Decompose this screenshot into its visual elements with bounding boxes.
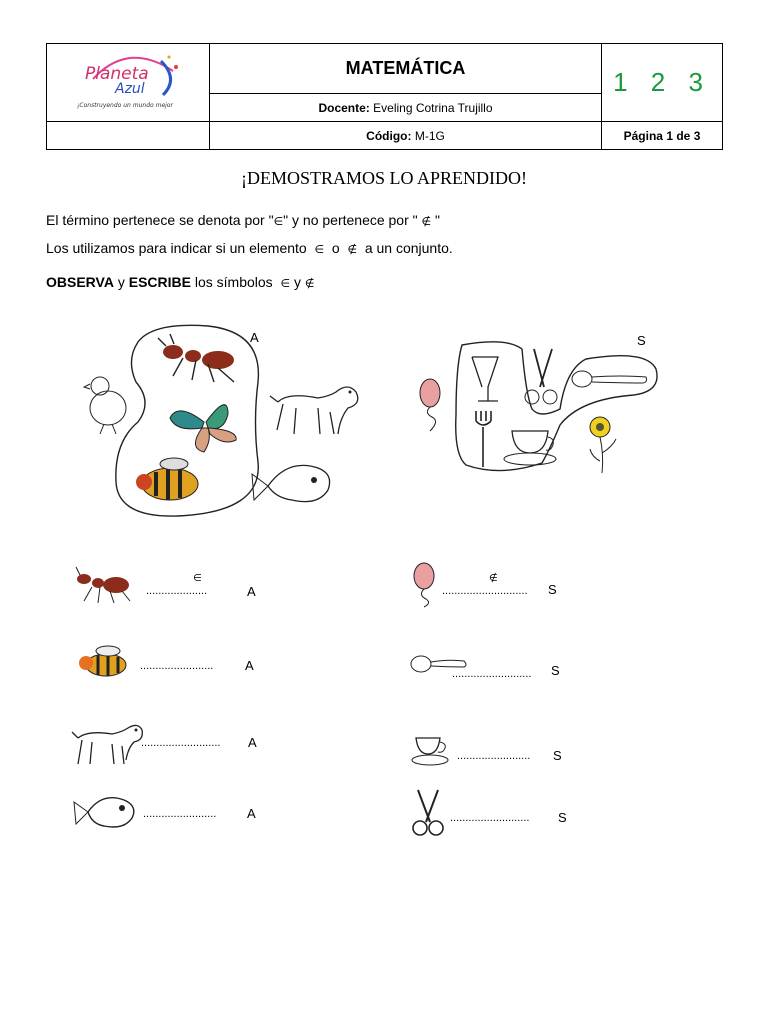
blank-balloon[interactable]: ............................ — [442, 585, 528, 597]
set-label-balloon: S — [548, 582, 557, 597]
teacher-name: Eveling Cotrina Trujillo — [373, 100, 493, 115]
answer-ant: ∈ — [193, 573, 202, 584]
logo-tagline: ¡Construyendo un mundo mejor — [77, 102, 173, 109]
logo-cell — [47, 44, 210, 122]
y-word-2: y — [293, 274, 301, 290]
intro-text-a: El término pertenece se denota por " — [46, 212, 274, 228]
teacher-label: Docente: — [318, 100, 370, 115]
in-symbol: ∈ — [314, 243, 325, 256]
page-total: 3 — [693, 128, 701, 143]
intro-line-2 — [46, 240, 453, 256]
blank-ant[interactable]: .................... — [146, 585, 208, 597]
logo-text-1: Planeta — [85, 64, 149, 84]
code-label: Código: — [366, 128, 412, 143]
flower-icon — [590, 417, 616, 473]
notin-symbol: ∉ — [304, 277, 315, 290]
blank-bee[interactable]: ........................ — [140, 660, 214, 672]
set-s-label: S — [637, 333, 646, 348]
set-label-fish: A — [247, 806, 256, 821]
set-a-label: A — [250, 330, 259, 345]
scissors-icon — [410, 788, 446, 838]
blank-spoon[interactable]: .......................... — [452, 668, 532, 680]
ant-icon — [158, 334, 234, 382]
cup-icon — [410, 734, 450, 768]
intro-line-1 — [46, 212, 440, 228]
set-label-bee: A — [245, 658, 254, 673]
page-cell — [602, 122, 723, 150]
page-label: Página — [623, 128, 663, 143]
in-symbol: ∈ — [273, 215, 284, 228]
y-word: y — [117, 274, 125, 290]
set-a-diagram — [78, 322, 368, 522]
logo-text-2: Azul — [115, 81, 145, 97]
escribe-word: ESCRIBE — [128, 274, 191, 290]
fish-icon — [252, 465, 330, 501]
set-label-dog: A — [248, 735, 257, 750]
subject-title: MATEMÁTICA — [210, 44, 602, 94]
chick-icon — [84, 377, 126, 434]
balloon-icon — [420, 379, 440, 431]
in-symbol: ∈ — [280, 277, 291, 290]
page-of: de — [676, 128, 691, 143]
code-cell — [210, 122, 602, 150]
teacher-cell — [210, 94, 602, 122]
blank-cup[interactable]: ........................ — [457, 750, 531, 762]
set-label-cup: S — [553, 748, 562, 763]
page-current: 1 — [666, 128, 673, 143]
dog-icon — [72, 720, 144, 768]
intro-text-b: " y no pertenece por " — [283, 212, 418, 228]
instruction-line — [46, 274, 314, 290]
set-label-spoon: S — [551, 663, 560, 678]
glass-icon — [472, 357, 498, 401]
grade-number: 1 2 3 — [602, 44, 723, 122]
spoon-icon — [572, 371, 647, 387]
blank-cell — [47, 122, 210, 150]
bee-icon — [136, 458, 198, 500]
cup-icon — [504, 431, 556, 465]
notin-symbol: ∉ — [421, 215, 432, 228]
intro-text-e: a un conjunto. — [364, 240, 453, 256]
intro-text-c: " — [435, 212, 440, 228]
set-s-diagram — [410, 335, 670, 485]
notin-symbol: ∉ — [347, 243, 358, 256]
blank-fish[interactable]: ........................ — [143, 808, 217, 820]
butterfly-icon — [170, 405, 236, 452]
balloon-icon — [410, 562, 440, 608]
blank-dog[interactable]: .......................... — [141, 737, 221, 749]
planeta-azul-logo — [73, 49, 183, 111]
observa-word: OBSERVA — [46, 274, 114, 290]
set-label-scissors: S — [558, 810, 567, 825]
bee-icon — [74, 643, 128, 679]
header-table — [46, 43, 723, 150]
blank-scissors[interactable]: .......................... — [450, 812, 530, 824]
instruction-rest: los símbolos — [194, 274, 273, 290]
fish-icon — [72, 790, 138, 834]
code-value: M-1G — [414, 128, 445, 143]
dog-icon — [270, 387, 358, 434]
ant-icon — [74, 565, 132, 605]
scissors-icon — [525, 349, 557, 404]
intro-text-d: Los utilizamos para indicar si un elemento — [46, 240, 307, 256]
page-title: ¡DEMOSTRAMOS LO APRENDIDO! — [240, 168, 527, 188]
fork-icon — [476, 411, 491, 467]
set-label-ant: A — [247, 584, 256, 599]
answer-balloon: ∉ — [489, 573, 498, 584]
intro-or: o — [331, 240, 340, 256]
